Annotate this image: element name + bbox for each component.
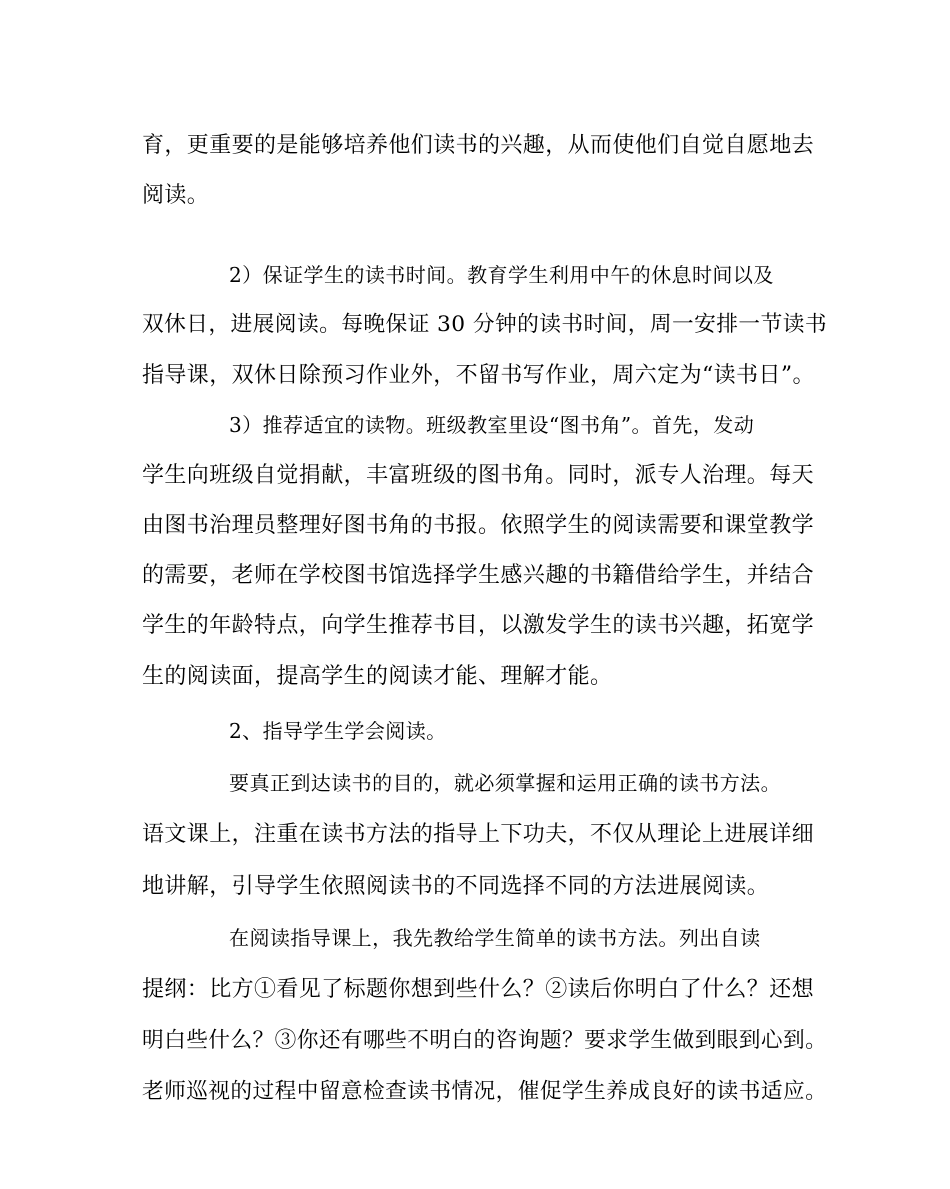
text-line: 阅读。 (142, 183, 210, 208)
text-line: 生的阅读面，提高学生的阅读才能、理解才能。 (142, 664, 613, 689)
text-line: 双休日，进展阅读。每晚保证 30 分钟的读书时间，周一安排一节读书 (142, 312, 827, 337)
paragraph-first-line: 2）保证学生的读书时间。教育学生利用中午的休息时间以及 (229, 263, 774, 287)
text-line: 语文课上，注重在读书方法的指导上下功夫，不仅从理论上进展详细 (142, 822, 815, 847)
paragraph-first-line: 要真正到达读书的目的，就必须掌握和运用正确的读书方法。 (229, 771, 782, 795)
text-line: 由图书治理员整理好图书角的书报。依照学生的阅读需要和课堂教学 (142, 513, 815, 538)
text-line: 学生向班级自觉捐献，丰富班级的图书角。同时，派专人治理。每天 (142, 463, 815, 488)
text-line: 明白些什么？③你还有哪些不明白的咨询题？要求学生做到眼到心到。 (142, 1028, 828, 1053)
text-line: 指导课，双休日除预习作业外，不留书写作业，周六定为“读书日”。 (142, 363, 815, 388)
text-line: 学生的年龄特点，向学生推荐书目，以激发学生的读书兴趣，拓宽学 (142, 613, 815, 638)
text-line: 老师巡视的过程中留意检查读书情况，催促学生养成良好的读书适应。 (142, 1079, 828, 1104)
text-line: 的需要，老师在学校图书馆选择学生感兴趣的书籍借给学生，并结合 (142, 563, 815, 588)
paragraph-first-line: 3）推荐适宜的读物。班级教室里设“图书角”。首先，发动 (229, 413, 755, 437)
text-line: 地讲解，引导学生依照阅读书的不同选择不同的方法进展阅读。 (142, 874, 770, 899)
section-heading: 2、指导学生学会阅读。 (229, 719, 447, 743)
text-line: 提纲：比方①看见了标题你想到些什么？②读后你明白了什么？还想 (142, 977, 815, 1002)
text-line: 育，更重要的是能够培养他们读书的兴趣，从而使他们自觉自愿地去 (142, 133, 815, 158)
paragraph-first-line: 在阅读指导课上，我先教给学生简单的读书方法。列出自读 (229, 926, 761, 950)
